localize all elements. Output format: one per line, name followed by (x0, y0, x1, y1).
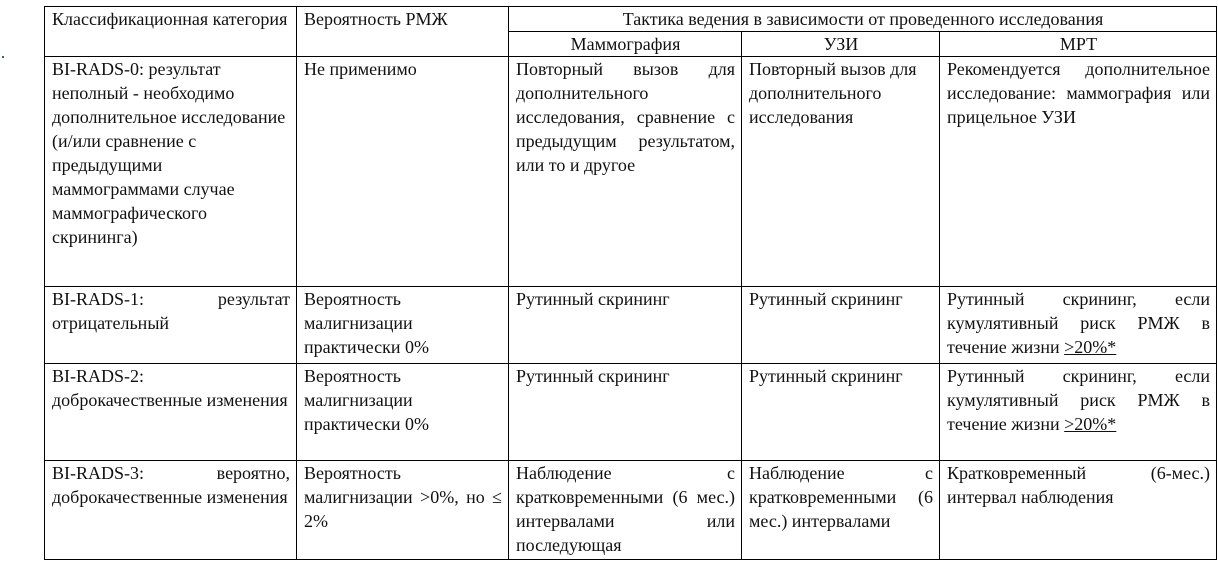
cell-probability: Не применимо (297, 57, 509, 287)
header-row (45, 7, 1217, 32)
cell-mammography: Наблюдение с кратковременными (6 мес.) интервалами или последующая (509, 461, 742, 560)
cell-category: BI-RADS-3: вероятно, доброкачественные изменения (45, 461, 297, 560)
table-row (45, 364, 1217, 461)
bi-rads-table (44, 6, 1217, 560)
table-row (45, 287, 1217, 364)
cell-mammography: Повторный вызов для дополнительного исследования, сравнение с предыдущим результатом, или то и другое (509, 57, 742, 287)
cell-ultrasound: Рутинный скрининг (742, 287, 940, 364)
cell-ultrasound: Рутинный скрининг (742, 364, 940, 461)
risk-threshold: >20%* (1064, 337, 1117, 357)
stray-mark (2, 56, 4, 58)
cell-mri (940, 364, 1217, 461)
cell-mri: Рекомендуется дополнительное исследование: маммография или прицельное УЗИ (940, 57, 1217, 287)
mri-condition-text: Рутинный скрининг, если кумулятивный риск РМЖ в течение жизни (947, 366, 1210, 434)
cell-mammography: Рутинный скрининг (509, 364, 742, 461)
cell-category: BI-RADS-0: результат неполный - необходимо дополнительное исследование (и/или сравнение с предыдущими маммограммами случае маммографического скрининга) (45, 57, 297, 287)
header-ultrasound: УЗИ (742, 32, 940, 57)
table-row (45, 57, 1217, 287)
header-mri: МРТ (940, 32, 1217, 57)
cell-probability: Вероятность малигнизации практически 0% (297, 364, 509, 461)
cell-mammography: Рутинный скрининг (509, 287, 742, 364)
cell-probability: Вероятность малигнизации >0%, но ≤ 2% (297, 461, 509, 560)
cell-mri: Кратковременный (6-мес.) интервал наблюдения (940, 461, 1217, 560)
risk-threshold: >20%* (1064, 414, 1117, 434)
cell-ultrasound: Наблюдение с кратковременными (6 мес.) интервалами (742, 461, 940, 560)
cell-mri (940, 287, 1217, 364)
mri-condition-text: Рутинный скрининг, если кумулятивный риск РМЖ в течение жизни (947, 289, 1210, 357)
header-mammography: Маммография (509, 32, 742, 57)
header-category: Классификационная категория (45, 7, 297, 57)
table-row (45, 461, 1217, 560)
cell-ultrasound: Повторный вызов для дополнительного исследования (742, 57, 940, 287)
cell-probability: Вероятность малигнизации практически 0% (297, 287, 509, 364)
cell-category: BI-RADS-2: доброкачественные изменения (45, 364, 297, 461)
header-tactics: Тактика ведения в зависимости от проведенного исследования (509, 7, 1217, 32)
cell-category: BI-RADS-1: результат отрицательный (45, 287, 297, 364)
header-probability: Вероятность РМЖ (297, 7, 509, 57)
